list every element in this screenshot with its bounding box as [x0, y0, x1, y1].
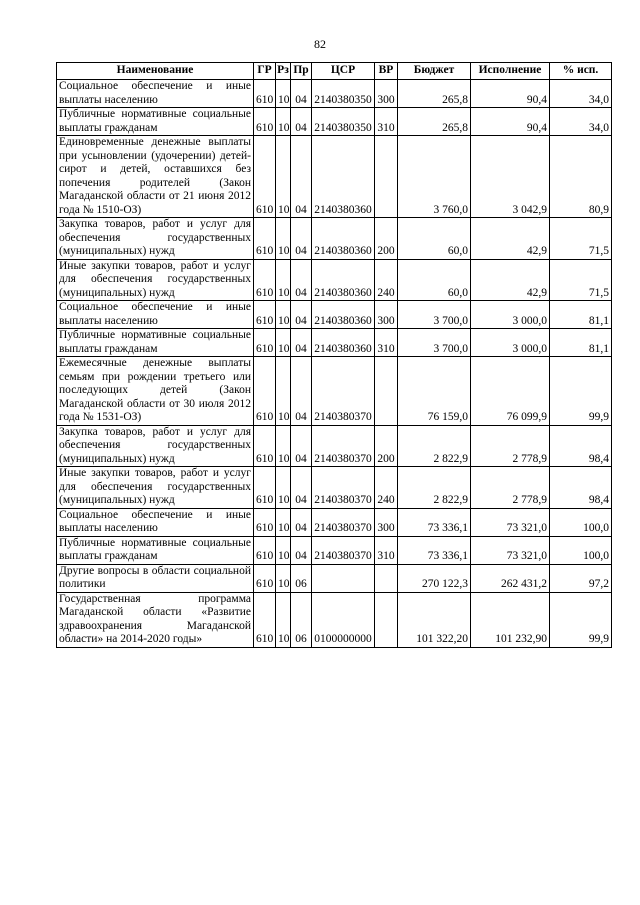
row-csr: 2140380360 [312, 259, 375, 301]
row-csr: 2140380370 [312, 425, 375, 467]
row-budget: 3 700,0 [398, 301, 471, 329]
row-name: Закупка товаров, работ и услуг для обеспечения государственных (муниципальных) нужд [57, 425, 254, 467]
row-budget: 270 122,3 [398, 564, 471, 592]
row-rz: 10 [276, 329, 291, 357]
row-execution: 73 321,0 [471, 536, 550, 564]
row-name: Публичные нормативные социальные выплаты гражданам [57, 108, 254, 136]
table-row [57, 564, 612, 592]
row-percent: 100,0 [550, 508, 612, 536]
row-pr: 06 [291, 564, 312, 592]
row-execution: 90,4 [471, 108, 550, 136]
row-execution: 90,4 [471, 80, 550, 108]
row-pr: 04 [291, 136, 312, 218]
row-budget: 3 700,0 [398, 329, 471, 357]
row-rz: 10 [276, 108, 291, 136]
row-name: Социальное обеспечение и иные выплаты населению [57, 80, 254, 108]
row-csr: 2140380370 [312, 536, 375, 564]
row-name: Государственная программа Магаданской области «Развитие здравоохранения Магаданской области» на 2014-2020 годы» [57, 592, 254, 647]
row-vr: 240 [375, 259, 398, 301]
row-budget: 265,8 [398, 80, 471, 108]
row-execution: 262 431,2 [471, 564, 550, 592]
row-name: Публичные нормативные социальные выплаты гражданам [57, 536, 254, 564]
row-name: Закупка товаров, работ и услуг для обеспечения государственных (муниципальных) нужд [57, 218, 254, 260]
row-rz: 10 [276, 592, 291, 647]
row-csr: 2140380360 [312, 136, 375, 218]
row-pr: 04 [291, 467, 312, 509]
row-name: Единовременные денежные выплаты при усыновлении (удочерении) детей-сирот и детей, оставшихся без попечения родителей (Закон Магаданской области от 21 июня 2012 года № 1510-ОЗ) [57, 136, 254, 218]
row-pr: 04 [291, 218, 312, 260]
row-vr: 300 [375, 508, 398, 536]
table-row [57, 80, 612, 108]
table-row [57, 329, 612, 357]
row-name: Публичные нормативные социальные выплаты гражданам [57, 329, 254, 357]
row-gr: 610 [254, 508, 276, 536]
row-name: Социальное обеспечение и иные выплаты населению [57, 301, 254, 329]
row-vr: 200 [375, 218, 398, 260]
row-csr: 2140380370 [312, 467, 375, 509]
row-budget: 60,0 [398, 218, 471, 260]
row-rz: 10 [276, 80, 291, 108]
table-row [57, 259, 612, 301]
row-budget: 101 322,20 [398, 592, 471, 647]
row-pr: 04 [291, 357, 312, 426]
row-rz: 10 [276, 259, 291, 301]
row-csr: 2140380360 [312, 218, 375, 260]
row-vr: 310 [375, 329, 398, 357]
row-name: Социальное обеспечение и иные выплаты населению [57, 508, 254, 536]
row-percent: 97,2 [550, 564, 612, 592]
row-gr: 610 [254, 357, 276, 426]
table-row [57, 508, 612, 536]
row-percent: 99,9 [550, 592, 612, 647]
row-execution: 42,9 [471, 218, 550, 260]
row-vr [375, 592, 398, 647]
row-budget: 2 822,9 [398, 425, 471, 467]
row-pr: 04 [291, 259, 312, 301]
row-csr: 0100000000 [312, 592, 375, 647]
row-pr: 04 [291, 425, 312, 467]
row-pr: 04 [291, 536, 312, 564]
row-rz: 10 [276, 136, 291, 218]
row-vr [375, 136, 398, 218]
row-csr: 2140380350 [312, 108, 375, 136]
row-gr: 610 [254, 218, 276, 260]
page-number: 82 [314, 37, 326, 51]
row-percent: 81,1 [550, 301, 612, 329]
row-percent: 71,5 [550, 218, 612, 260]
row-gr: 610 [254, 136, 276, 218]
row-rz: 10 [276, 467, 291, 509]
row-rz: 10 [276, 357, 291, 426]
row-rz: 10 [276, 536, 291, 564]
row-execution: 3 000,0 [471, 301, 550, 329]
row-rz: 10 [276, 508, 291, 536]
header-gr: ГР [254, 63, 276, 80]
row-csr: 2140380350 [312, 80, 375, 108]
row-pr: 04 [291, 301, 312, 329]
header-percent: % исп. [550, 63, 612, 80]
row-execution: 3 000,0 [471, 329, 550, 357]
table-row [57, 536, 612, 564]
row-csr: 2140380360 [312, 301, 375, 329]
row-budget: 76 159,0 [398, 357, 471, 426]
row-budget: 73 336,1 [398, 536, 471, 564]
row-name: Другие вопросы в области социальной политики [57, 564, 254, 592]
row-rz: 10 [276, 425, 291, 467]
row-gr: 610 [254, 536, 276, 564]
table-row [57, 108, 612, 136]
row-budget: 265,8 [398, 108, 471, 136]
row-percent: 98,4 [550, 425, 612, 467]
header-execution: Исполнение [471, 63, 550, 80]
table-row [57, 425, 612, 467]
row-csr [312, 564, 375, 592]
row-gr: 610 [254, 425, 276, 467]
row-execution: 101 232,90 [471, 592, 550, 647]
row-rz: 10 [276, 301, 291, 329]
row-budget: 60,0 [398, 259, 471, 301]
header-vr: ВР [375, 63, 398, 80]
row-pr: 04 [291, 80, 312, 108]
row-percent: 98,4 [550, 467, 612, 509]
row-execution: 3 042,9 [471, 136, 550, 218]
row-vr: 300 [375, 301, 398, 329]
row-vr: 200 [375, 425, 398, 467]
row-pr: 06 [291, 592, 312, 647]
row-csr: 2140380370 [312, 357, 375, 426]
row-budget: 2 822,9 [398, 467, 471, 509]
header-rz: Рз [276, 63, 291, 80]
row-execution: 2 778,9 [471, 425, 550, 467]
row-gr: 610 [254, 259, 276, 301]
row-pr: 04 [291, 329, 312, 357]
row-gr: 610 [254, 592, 276, 647]
row-csr: 2140380360 [312, 329, 375, 357]
row-vr: 300 [375, 80, 398, 108]
row-execution: 76 099,9 [471, 357, 550, 426]
row-gr: 610 [254, 301, 276, 329]
row-percent: 34,0 [550, 80, 612, 108]
row-vr [375, 564, 398, 592]
row-percent: 99,9 [550, 357, 612, 426]
row-name: Иные закупки товаров, работ и услуг для обеспечения государственных (муниципальных) нужд [57, 467, 254, 509]
row-name: Иные закупки товаров, работ и услуг для обеспечения государственных (муниципальных) нужд [57, 259, 254, 301]
row-percent: 34,0 [550, 108, 612, 136]
table-row [57, 467, 612, 509]
row-gr: 610 [254, 564, 276, 592]
row-name: Ежемесячные денежные выплаты семьям при рождении третьего или последующих детей (Закон Магаданской области от 30 июля 2012 года № 1531-ОЗ) [57, 357, 254, 426]
row-percent: 71,5 [550, 259, 612, 301]
row-vr: 310 [375, 536, 398, 564]
row-execution: 42,9 [471, 259, 550, 301]
row-rz: 10 [276, 564, 291, 592]
row-execution: 2 778,9 [471, 467, 550, 509]
table-row [57, 592, 612, 647]
row-vr [375, 357, 398, 426]
row-budget: 3 760,0 [398, 136, 471, 218]
row-vr: 240 [375, 467, 398, 509]
row-pr: 04 [291, 508, 312, 536]
row-gr: 610 [254, 329, 276, 357]
table-row [57, 357, 612, 426]
header-csr: ЦСР [312, 63, 375, 80]
row-percent: 100,0 [550, 536, 612, 564]
row-percent: 81,1 [550, 329, 612, 357]
table-row [57, 301, 612, 329]
row-percent: 80,9 [550, 136, 612, 218]
row-rz: 10 [276, 218, 291, 260]
row-pr: 04 [291, 108, 312, 136]
header-pr: Пр [291, 63, 312, 80]
row-gr: 610 [254, 467, 276, 509]
budget-table [56, 62, 612, 648]
table-row [57, 136, 612, 218]
row-csr: 2140380370 [312, 508, 375, 536]
header-budget: Бюджет [398, 63, 471, 80]
row-gr: 610 [254, 80, 276, 108]
row-gr: 610 [254, 108, 276, 136]
row-vr: 310 [375, 108, 398, 136]
table-header-row [57, 63, 612, 80]
row-budget: 73 336,1 [398, 508, 471, 536]
header-name: Наименование [57, 63, 254, 80]
row-execution: 73 321,0 [471, 508, 550, 536]
table-row [57, 218, 612, 260]
